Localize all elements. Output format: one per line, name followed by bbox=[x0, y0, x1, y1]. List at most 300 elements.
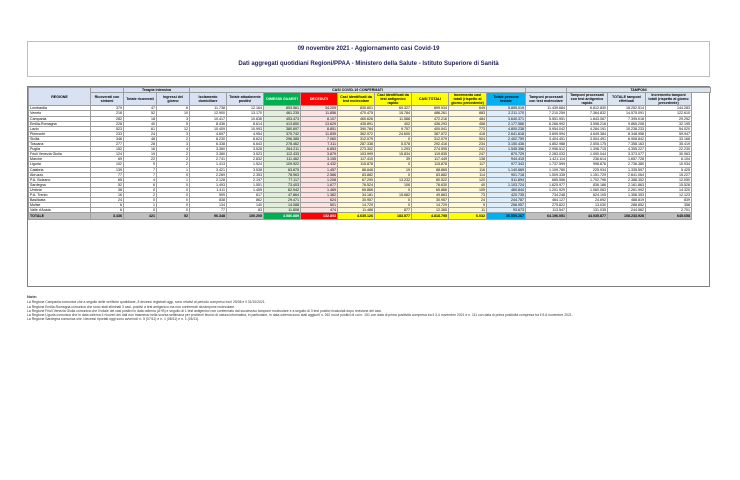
cell-tamp-tot: 7.395.018 bbox=[608, 116, 646, 121]
col-positivi-header: Totale attualmente positivi bbox=[227, 93, 264, 106]
cell-ricoverati: 379 bbox=[91, 106, 124, 111]
cell-guariti: 380.697 bbox=[264, 126, 301, 131]
cell-tamp-ant: 836.186 bbox=[567, 182, 608, 187]
cell-deceduti: 624 bbox=[301, 198, 338, 203]
cell-casi-tot: 472.216 bbox=[412, 116, 449, 121]
cell-tamp-tot: 1.335.597 bbox=[608, 167, 646, 172]
cell-ti-totale: 1 bbox=[124, 203, 157, 208]
cell-isolamento: 3.360 bbox=[190, 147, 227, 152]
cell-ricoverati: 228 bbox=[91, 121, 124, 126]
total-cell-tamp-ant: 44.035.877 bbox=[567, 213, 608, 220]
cell-persone: 2.211.170 bbox=[487, 111, 526, 116]
cell-casi-tot: 117.449 bbox=[412, 157, 449, 162]
note-line: La Regione Campania comunica che a seguito delle verifiche quotidiane, 8 decessi registrati oggi, sono relativi al periodo compreso tra il 25/08 e il 31/10/2021. bbox=[27, 300, 266, 305]
cell-casi-tot: 436.293 bbox=[412, 121, 449, 126]
cell-positivi: 1.551 bbox=[227, 182, 264, 187]
cell-persone: 3.640.371 bbox=[487, 116, 526, 121]
cell-tamp-inc: 15.528 bbox=[646, 182, 692, 187]
region-name-cell: Marche bbox=[29, 157, 91, 162]
cell-persone: 1.545.356 bbox=[487, 147, 526, 152]
cell-ti-totale: 28 bbox=[124, 142, 157, 147]
cell-ti-totale: 47 bbox=[124, 106, 157, 111]
cell-casi-mol: 76.524 bbox=[338, 182, 375, 187]
cell-incremento: 40 bbox=[449, 182, 487, 187]
cell-tamp-tot: 1.358.353 bbox=[608, 192, 646, 197]
cell-tamp-ant: 4.649.384 bbox=[567, 131, 608, 136]
cell-tamp-ant: 24.692 bbox=[567, 198, 608, 203]
cell-tamp-ant: 131.035 bbox=[567, 208, 608, 213]
region-name-cell: Calabria bbox=[29, 167, 91, 172]
cell-casi-mol: 287.338 bbox=[338, 142, 375, 147]
region-name-cell: Emilia-Romagna bbox=[29, 121, 91, 126]
cell-ti-totale: 7 bbox=[124, 167, 157, 172]
cell-incremento: 9 bbox=[449, 203, 487, 208]
cell-tamp-inc: 22.230 bbox=[646, 147, 692, 152]
cell-ti-totale: 0 bbox=[124, 187, 157, 192]
cell-tamp-ant: 3.598.216 bbox=[567, 121, 608, 126]
cell-tamp-tot: 2.641.064 bbox=[608, 172, 646, 177]
cell-persone: 244.787 bbox=[487, 198, 526, 203]
cell-guariti: 83.875 bbox=[264, 167, 301, 172]
cell-guariti: 73.403 bbox=[264, 182, 301, 187]
cell-casi-tot: 119.835 bbox=[412, 152, 449, 157]
cell-casi-ant: 15.784 bbox=[375, 111, 412, 116]
cell-casi-mol: 115.878 bbox=[338, 162, 375, 167]
cell-ricoverati: 523 bbox=[91, 126, 124, 131]
cell-ti-ingressi: 2 bbox=[157, 136, 190, 141]
cell-ricoverati: 277 bbox=[91, 142, 124, 147]
cell-isolamento: 11.738 bbox=[190, 106, 227, 111]
cell-isolamento: 599 bbox=[190, 192, 227, 197]
cell-deceduti: 3.879 bbox=[301, 152, 338, 157]
note-line: La Regione Liguria comunica che in data odierna 4 ricoveri dei dati non trasmessi nella scorsa settimana per problemi tecnici di natura informatica, in particolare, in data odierna sono stati aggiunti n. 262 nuovi positivi di cui n. 151 con data di prima positività compresa tra il 3-4 novembre 2021 e n. 111 con data di prima positività compresa tra il 5-6 novembre 2021. bbox=[27, 313, 573, 318]
cell-ti-ingressi: 12 bbox=[157, 126, 190, 131]
cell-tamp-inc: 14.320 bbox=[646, 187, 692, 192]
cell-isolamento: 838 bbox=[190, 198, 227, 203]
cell-ti-ingressi: 10 bbox=[157, 111, 190, 116]
cell-tamp-tot: 2.388.352 bbox=[608, 177, 646, 182]
cell-casi-tot: 899.934 bbox=[412, 106, 449, 111]
cell-ti-ingressi: 3 bbox=[157, 116, 190, 121]
data-table-container bbox=[27, 86, 710, 287]
region-name-cell: Molise bbox=[29, 203, 91, 208]
cell-persone: 1.103.724 bbox=[487, 182, 526, 187]
cell-casi-ant: 11.588 bbox=[375, 116, 412, 121]
cell-deceduti: 2.566 bbox=[301, 172, 338, 177]
cell-persone: 2.641.618 bbox=[487, 131, 526, 136]
cell-tamp-inc: 32.195 bbox=[646, 121, 692, 126]
cell-tamp-ant: 13.030 bbox=[567, 203, 608, 208]
cell-positivi: 3.538 bbox=[227, 167, 264, 172]
cell-persone: 2.177.566 bbox=[487, 121, 526, 126]
notes-section bbox=[27, 295, 710, 322]
region-name-cell: P.A. Bolzano bbox=[29, 177, 91, 182]
cell-isolamento: 3.421 bbox=[190, 167, 227, 172]
cell-casi-mol: 273.302 bbox=[338, 147, 375, 152]
cell-tamp-tot: 10.238.233 bbox=[608, 126, 646, 131]
bulletin-date-title: 09 novembre 2021 - Aggiornamento casi Covid-19 bbox=[297, 46, 440, 52]
cell-ti-totale: 61 bbox=[124, 126, 157, 131]
cell-ti-ingressi: 2 bbox=[157, 152, 190, 157]
cell-tamp-mol: 1.201.929 bbox=[526, 187, 567, 192]
cell-tamp-ant: 236.614 bbox=[567, 157, 608, 162]
cell-positivi: 3.523 bbox=[227, 152, 264, 157]
cell-ti-ingressi: 0 bbox=[157, 198, 190, 203]
cell-tamp-mol: 7.210.259 bbox=[526, 111, 567, 116]
col-deceduti-header: DECEDUTI bbox=[301, 93, 338, 106]
cell-incremento: 649 bbox=[449, 106, 487, 111]
cell-ti-ingressi: 1 bbox=[157, 167, 190, 172]
cell-guariti: 11.808 bbox=[264, 208, 301, 213]
col-casi-tot-header: CASI TOTALI bbox=[412, 93, 449, 106]
cell-isolamento: 8.436 bbox=[190, 121, 227, 126]
cell-casi-mol: 88.846 bbox=[338, 167, 375, 172]
cell-casi-ant: 0 bbox=[375, 198, 412, 203]
total-row bbox=[29, 213, 711, 220]
cell-ricoverati: 233 bbox=[91, 131, 124, 136]
col-incremento-header: Incremento casi totali (rispetto al giorno precedente) bbox=[449, 93, 487, 106]
cell-ti-totale: 18 bbox=[124, 116, 157, 121]
cell-tamp-tot: 7.358.163 bbox=[608, 142, 646, 147]
cell-casi-ant: 9.757 bbox=[375, 126, 412, 131]
total-cell-ti-totale: 421 bbox=[124, 213, 157, 220]
cell-casi-tot: 49.863 bbox=[412, 192, 449, 197]
cell-isolamento: 1.413 bbox=[190, 162, 227, 167]
cell-casi-ant: 106 bbox=[375, 182, 412, 187]
region-name-cell: Friuli Venezia Giulia bbox=[29, 152, 91, 157]
cell-tamp-mol: 3.699.994 bbox=[526, 131, 567, 136]
cell-isolamento: 2.741 bbox=[190, 157, 227, 162]
cell-casi-tot: 80.522 bbox=[412, 177, 449, 182]
cell-persone: 2.402.759 bbox=[487, 136, 526, 141]
col-casi-mol-header: Casi identificati da test molecolare bbox=[338, 93, 375, 106]
notes-title: Note: bbox=[27, 294, 38, 299]
covid-data-table bbox=[28, 87, 711, 220]
cell-ti-totale: 52 bbox=[124, 111, 157, 116]
cell-persone: 870.729 bbox=[487, 152, 526, 157]
cell-tamp-inc: 10.934 bbox=[646, 162, 692, 167]
cell-casi-mol: 470.475 bbox=[338, 111, 375, 116]
cell-tamp-inc: 30.963 bbox=[646, 152, 692, 157]
cell-incremento: 114 bbox=[449, 172, 487, 177]
cell-casi-mol: 34.181 bbox=[338, 192, 375, 197]
region-name-cell: Puglia bbox=[29, 147, 91, 152]
cell-guariti: 264.211 bbox=[264, 147, 301, 152]
cell-ti-ingressi: 0 bbox=[157, 203, 190, 208]
cell-casi-ant: 402 bbox=[375, 121, 412, 126]
col-group-casi: CASI COVID-19 CONFERMATI bbox=[190, 88, 526, 93]
total-cell-persone: 36.559.267 bbox=[487, 213, 526, 220]
cell-ti-totale: 16 bbox=[124, 147, 157, 152]
cell-tamp-inc: 54.020 bbox=[646, 126, 692, 131]
cell-casi-tot: 76.630 bbox=[412, 182, 449, 187]
cell-ti-ingressi: 3 bbox=[157, 131, 190, 136]
cell-deceduti: 13.629 bbox=[301, 121, 338, 126]
cell-tamp-ant: 1.090.044 bbox=[567, 152, 608, 157]
cell-tamp-mol: 1.109.780 bbox=[526, 167, 567, 172]
cell-casi-tot: 292.416 bbox=[412, 142, 449, 147]
region-name-cell: Liguria bbox=[29, 162, 91, 167]
cell-persone: 5.895.019 bbox=[487, 106, 526, 111]
col-group-tamponi: TAMPONI bbox=[567, 88, 711, 93]
cell-tamp-inc: 2.701 bbox=[646, 208, 692, 213]
cell-tamp-tot: 6.908.842 bbox=[608, 136, 646, 141]
cell-deceduti: 8.107 bbox=[301, 116, 338, 121]
cell-persone: 511.894 bbox=[487, 177, 526, 182]
cell-ricoverati: 24 bbox=[91, 198, 124, 203]
cell-ti-totale: 24 bbox=[124, 131, 157, 136]
col-regione-header: REGIONE bbox=[29, 88, 91, 106]
cell-tamp-ant: 998.876 bbox=[567, 162, 608, 167]
cell-tamp-tot: 488.819 bbox=[608, 198, 646, 203]
cell-deceduti: 501 bbox=[301, 203, 338, 208]
cell-positivi: 1.524 bbox=[227, 162, 264, 167]
cell-persone: 256.957 bbox=[487, 203, 526, 208]
cell-ricoverati: 102 bbox=[91, 162, 124, 167]
cell-tamp-mol: 2.283.033 bbox=[526, 152, 567, 157]
cell-tamp-tot: 1.657.728 bbox=[608, 157, 646, 162]
cell-tamp-ant: 1.398.715 bbox=[567, 147, 608, 152]
cell-deceduti: 1.382 bbox=[301, 192, 338, 197]
cell-tamp-inc: 15.227 bbox=[646, 172, 692, 177]
cell-incremento: 105 bbox=[449, 187, 487, 192]
cell-tamp-inc: 5.425 bbox=[646, 167, 692, 172]
region-name-cell: Toscana bbox=[29, 142, 91, 147]
cell-casi-ant: 0 bbox=[375, 187, 412, 192]
cell-casi-tot: 14.729 bbox=[412, 203, 449, 208]
cell-casi-tot: 400.541 bbox=[412, 126, 449, 131]
cell-casi-ant: 15.834 bbox=[375, 152, 412, 157]
cell-ti-totale: 7 bbox=[124, 172, 157, 177]
cell-positivi: 6.643 bbox=[227, 142, 264, 147]
cell-persone: 420.735 bbox=[487, 192, 526, 197]
cell-isolamento: 8.230 bbox=[190, 136, 227, 141]
cell-casi-tot: 65.866 bbox=[412, 187, 449, 192]
cell-incremento: 247 bbox=[449, 152, 487, 157]
cell-positivi: 140 bbox=[227, 203, 264, 208]
cell-guariti: 62.942 bbox=[264, 187, 301, 192]
cell-ricoverati: 218 bbox=[91, 111, 124, 116]
cell-tamp-tot: 3.373.077 bbox=[608, 152, 646, 157]
cell-ti-totale: 40 bbox=[124, 121, 157, 126]
cell-persone: 93.673 bbox=[487, 208, 526, 213]
cell-casi-ant: 39 bbox=[375, 157, 412, 162]
total-label-cell: TOTALE bbox=[29, 213, 91, 220]
cell-ricoverati: 38 bbox=[91, 187, 124, 192]
cell-ti-ingressi: 0 bbox=[157, 187, 190, 192]
cell-tamp-mol: 685.556 bbox=[526, 177, 567, 182]
cell-ti-totale: 2 bbox=[124, 192, 157, 197]
col-tamp-tot-header: TOTALE tamponi effettuati bbox=[608, 93, 646, 106]
cell-persone: 944.415 bbox=[487, 157, 526, 162]
cell-tamp-ant: 1.060.063 bbox=[567, 187, 608, 192]
cell-ti-ingressi: 2 bbox=[157, 157, 190, 162]
cell-ti-totale: 4 bbox=[124, 177, 157, 182]
cell-ricoverati: 77 bbox=[91, 172, 124, 177]
cell-ti-ingressi: 4 bbox=[157, 147, 190, 152]
cell-isolamento: 10.409 bbox=[190, 126, 227, 131]
cell-ti-ingressi: 0 bbox=[157, 192, 190, 197]
cell-guariti: 461.235 bbox=[264, 111, 301, 116]
cell-tamp-mol: 113.547 bbox=[526, 208, 567, 213]
cell-deceduti: 11.839 bbox=[301, 131, 338, 136]
region-name-cell: Veneto bbox=[29, 111, 91, 116]
cell-ti-totale: 19 bbox=[124, 152, 157, 157]
cell-deceduti: 1.208 bbox=[301, 177, 338, 182]
region-name-cell: Abruzzo bbox=[29, 172, 91, 177]
cell-persone: 901.718 bbox=[487, 172, 526, 177]
cell-persone: 1.140.669 bbox=[487, 167, 526, 172]
cell-casi-mol: 11.488 bbox=[338, 208, 375, 213]
cell-guariti: 453.473 bbox=[264, 116, 301, 121]
cell-persone: 460.844 bbox=[487, 187, 526, 192]
cell-deceduti: 4.432 bbox=[301, 162, 338, 167]
cell-casi-ant: 13.232 bbox=[375, 177, 412, 182]
cell-positivi: 2.832 bbox=[227, 157, 264, 162]
cell-positivi: 2.353 bbox=[227, 172, 264, 177]
cell-positivi: 2.197 bbox=[227, 177, 264, 182]
cell-casi-mol: 65.866 bbox=[338, 187, 375, 192]
cell-isolamento: 12.900 bbox=[190, 111, 227, 116]
cell-casi-ant: 24.600 bbox=[375, 131, 412, 136]
cell-tamp-ant: 6.812.830 bbox=[567, 106, 608, 111]
cell-casi-ant: 69.327 bbox=[375, 106, 412, 111]
cell-incremento: 458 bbox=[449, 121, 487, 126]
cell-tamp-tot: 2.736.380 bbox=[608, 162, 646, 167]
cell-tamp-inc: 59.947 bbox=[646, 131, 692, 136]
cell-casi-mol: 362.972 bbox=[338, 131, 375, 136]
table-body bbox=[29, 106, 711, 220]
cell-casi-mol: 830.601 bbox=[338, 106, 375, 111]
cell-tamp-tot: 9.865.208 bbox=[608, 121, 646, 126]
cell-casi-ant: 5.078 bbox=[375, 142, 412, 147]
cell-casi-ant: 15.682 bbox=[375, 192, 412, 197]
cell-persone: 977.343 bbox=[487, 162, 526, 167]
cell-guariti: 278.462 bbox=[264, 142, 301, 147]
cell-casi-tot: 88.865 bbox=[412, 167, 449, 172]
col-ti-totale-header: Totale ricoverati bbox=[124, 93, 157, 106]
cell-tamp-inc: 12.123 bbox=[646, 192, 692, 197]
region-name-cell: Lazio bbox=[29, 126, 91, 131]
cell-ricoverati: 124 bbox=[91, 152, 124, 157]
cell-positivi: 13.170 bbox=[227, 111, 264, 116]
cell-ricoverati: 282 bbox=[91, 116, 124, 121]
cell-tamp-inc: 144.283 bbox=[646, 106, 692, 111]
cell-ricoverati: 65 bbox=[91, 177, 124, 182]
cell-casi-mol: 435.891 bbox=[338, 121, 375, 126]
total-cell-casi-tot: 4.818.795 bbox=[412, 213, 449, 220]
cell-deceduti: 6.853 bbox=[301, 147, 338, 152]
region-name-cell: Umbria bbox=[29, 187, 91, 192]
cell-ti-ingressi: 6 bbox=[157, 106, 190, 111]
note-line: La Regione Emilia-Romagna comunica che sono stati eliminati 3 casi, positivi a test antigenico ma non confermati da tampone molecolare. bbox=[27, 304, 236, 309]
cell-incremento: 773 bbox=[449, 126, 487, 131]
cell-casi-mol: 390.784 bbox=[338, 126, 375, 131]
cell-casi-mol: 14.729 bbox=[338, 203, 375, 208]
cell-casi-mol: 67.290 bbox=[338, 177, 375, 182]
cell-casi-ant: 0 bbox=[375, 162, 412, 167]
region-name-cell: Basilicata bbox=[29, 198, 91, 203]
cell-ti-ingressi: 5 bbox=[157, 121, 190, 126]
total-cell-tamp-tot: 108.233.928 bbox=[608, 213, 646, 220]
cell-ricoverati: 6 bbox=[91, 208, 124, 213]
cell-ti-ingressi: 2 bbox=[157, 162, 190, 167]
cell-tamp-tot: 2.161.863 bbox=[608, 182, 646, 187]
cell-ti-ingressi: 0 bbox=[157, 172, 190, 177]
cell-incremento: 73 bbox=[449, 192, 487, 197]
cell-ti-totale: 9 bbox=[124, 162, 157, 167]
cell-ricoverati: 6 bbox=[91, 203, 124, 208]
cell-incremento: 234 bbox=[449, 142, 487, 147]
cell-deceduti: 3.155 bbox=[301, 157, 338, 162]
cell-tamp-ant: 2.505.175 bbox=[567, 142, 608, 147]
cell-positivi: 862 bbox=[227, 198, 264, 203]
cell-tamp-mol: 2.956.512 bbox=[526, 147, 567, 152]
cell-tamp-mol: 4.852.988 bbox=[526, 142, 567, 147]
cell-isolamento: 2.269 bbox=[190, 172, 227, 177]
cell-guariti: 29.471 bbox=[264, 198, 301, 203]
region-name-cell: P.A. Trento bbox=[29, 192, 91, 197]
cell-deceduti: 8.851 bbox=[301, 126, 338, 131]
cell-tamp-tot: 4.355.227 bbox=[608, 147, 646, 152]
cell-incremento: 138 bbox=[449, 157, 487, 162]
cell-casi-ant: 1.293 bbox=[375, 147, 412, 152]
cell-ricoverati: 16 bbox=[91, 192, 124, 197]
total-cell-isolamento: 96.348 bbox=[190, 213, 227, 220]
cell-tamp-mol: 464.127 bbox=[526, 198, 567, 203]
cell-casi-tot: 12.365 bbox=[412, 208, 449, 213]
cell-guariti: 109.922 bbox=[264, 162, 301, 167]
cell-isolamento: 1.411 bbox=[190, 187, 227, 192]
cell-tamp-ant: 7.364.832 bbox=[567, 111, 608, 116]
cell-incremento: 484 bbox=[449, 116, 487, 121]
cell-tamp-mol: 1.421.114 bbox=[526, 157, 567, 162]
cell-tamp-mol: 11.439.684 bbox=[526, 106, 567, 111]
cell-casi-mol: 30.957 bbox=[338, 198, 375, 203]
cell-tamp-mol: 1.737.599 bbox=[526, 162, 567, 167]
cell-ti-ingressi: 3 bbox=[157, 142, 190, 147]
col-group-terapia: Terapia intensiva bbox=[124, 88, 190, 93]
cell-tamp-mol: 5.954.042 bbox=[526, 126, 567, 131]
cell-positivi: 617 bbox=[227, 192, 264, 197]
cell-tamp-ant: 1.702.796 bbox=[567, 177, 608, 182]
cell-deceduti: 7.311 bbox=[301, 142, 338, 147]
cell-casi-tot: 387.572 bbox=[412, 131, 449, 136]
cell-persone: 4.800.238 bbox=[487, 126, 526, 131]
col-tamp-ant-header: Tamponi processati con test antigenico rapido bbox=[567, 93, 608, 106]
cell-ti-ingressi: 0 bbox=[157, 182, 190, 187]
cell-incremento: 418 bbox=[449, 131, 487, 136]
cell-positivi: 1.455 bbox=[227, 187, 264, 192]
cell-guariti: 78.963 bbox=[264, 172, 301, 177]
region-name-cell: Piemonte bbox=[29, 131, 91, 136]
total-cell-incremento: 6.032 bbox=[449, 213, 487, 220]
cell-incremento: 116 bbox=[449, 167, 487, 172]
cell-tamp-inc: 6.104 bbox=[646, 157, 692, 162]
cell-isolamento: 77 bbox=[190, 208, 227, 213]
cell-isolamento: 1.493 bbox=[190, 182, 227, 187]
cell-casi-ant: 0 bbox=[375, 172, 412, 177]
cell-tamp-mol: 1.825.977 bbox=[526, 182, 567, 187]
cell-positivi: 4.954 bbox=[227, 131, 264, 136]
cell-casi-tot: 486.261 bbox=[412, 111, 449, 116]
cell-persone: 3.150.436 bbox=[487, 142, 526, 147]
col-tamp-inc-header: Incremento tamponi totali (rispetto al giorno precedente) bbox=[646, 93, 692, 106]
col-ricoverati-header: Ricoverati con sintomi bbox=[91, 93, 124, 106]
cell-positivi: 12.164 bbox=[227, 106, 264, 111]
cell-incremento: 241 bbox=[449, 147, 487, 152]
cell-tamp-mol: 6.266.992 bbox=[526, 121, 567, 126]
